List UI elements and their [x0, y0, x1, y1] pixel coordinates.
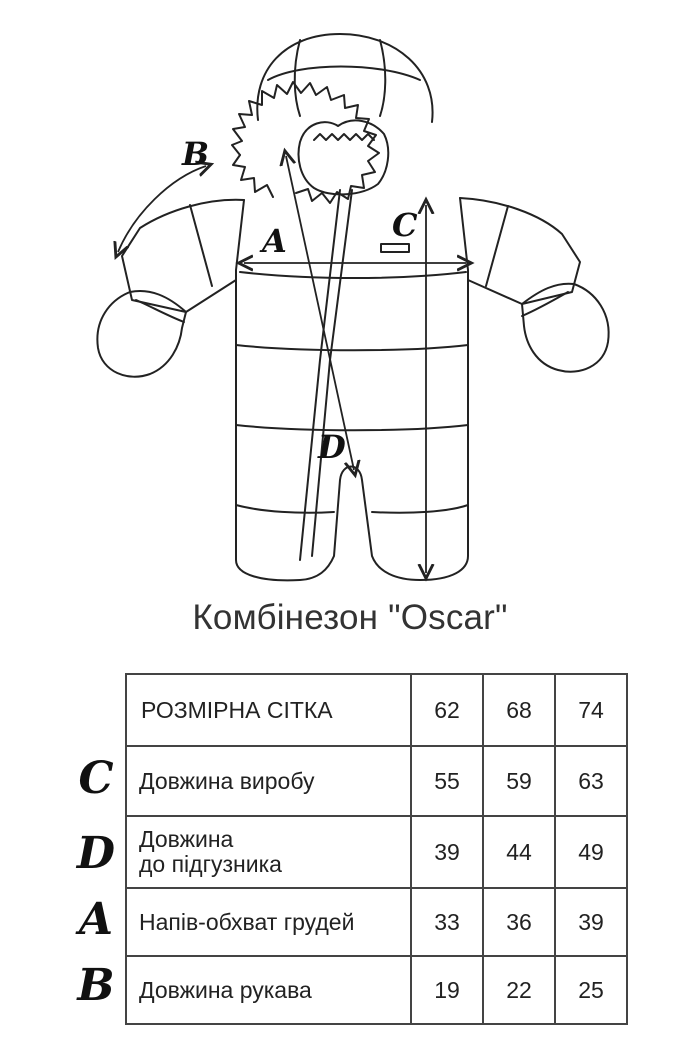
row-letter-b: B: [77, 960, 115, 1011]
marker-c: C: [392, 206, 418, 244]
size-table: [125, 673, 628, 1025]
row-value: 63: [555, 746, 627, 816]
left-mitten: [97, 291, 186, 377]
right-mitten: [522, 284, 609, 372]
table-row: [126, 746, 627, 816]
row-value: 36: [483, 888, 555, 956]
header-size: 62: [411, 674, 483, 746]
row-letter-a: A: [78, 894, 114, 945]
marker-b: B: [182, 135, 210, 173]
marker-d: D: [318, 428, 346, 466]
header-size: 68: [483, 674, 555, 746]
row-value: 33: [411, 888, 483, 956]
row-value: 49: [555, 816, 627, 888]
row-value: 39: [411, 816, 483, 888]
table-row: [126, 816, 627, 888]
face-opening: [299, 120, 389, 194]
header-label: РОЗМІРНА СІТКА: [126, 674, 411, 746]
header-size: 74: [555, 674, 627, 746]
table-row: [126, 888, 627, 956]
row-value: 55: [411, 746, 483, 816]
row-value: 44: [483, 816, 555, 888]
row-label-line: Довжина: [139, 826, 234, 852]
marker-a: A: [262, 222, 287, 260]
row-value: 22: [483, 956, 555, 1024]
row-label: Довжина виробу: [126, 746, 411, 816]
measure-arrow-d: [286, 156, 354, 470]
table-header-row: [126, 674, 627, 746]
product-title: Комбінезон "Oscar": [192, 598, 508, 637]
row-value: 19: [411, 956, 483, 1024]
row-letter-d: D: [76, 828, 116, 879]
row-label-line: до підгузника: [139, 851, 282, 877]
right-sleeve: [460, 198, 580, 304]
table-row: [126, 956, 627, 1024]
row-label: [126, 816, 411, 888]
left-sleeve: [122, 200, 244, 312]
row-value: 25: [555, 956, 627, 1024]
measure-arrow-b: [118, 166, 206, 252]
row-label: Напів-обхват грудей: [126, 888, 411, 956]
row-value: 39: [555, 888, 627, 956]
row-value: 59: [483, 746, 555, 816]
row-letter-c: C: [78, 753, 114, 804]
row-label: Довжина рукава: [126, 956, 411, 1024]
